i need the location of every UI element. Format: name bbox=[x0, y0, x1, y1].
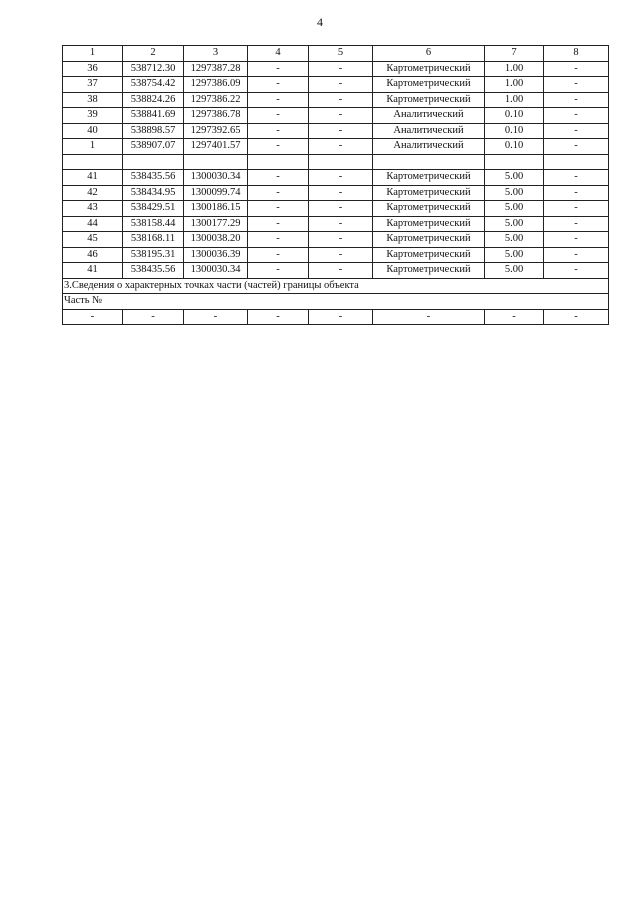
table-cell-col-7: 5.00 bbox=[485, 201, 544, 217]
table-cell-col-1: 42 bbox=[63, 185, 123, 201]
table-cell-col-3: 1300186.15 bbox=[184, 201, 248, 217]
table-cell-col-6: Картометрический bbox=[373, 232, 485, 248]
table-cell-col-1: 40 bbox=[63, 123, 123, 139]
table-row bbox=[63, 108, 609, 124]
table-row bbox=[63, 216, 609, 232]
table-cell-col-5: - bbox=[309, 185, 373, 201]
table-cell-col-4: - bbox=[248, 92, 309, 108]
table-cell-col-5: - bbox=[309, 309, 373, 325]
table-cell-col-1: 45 bbox=[63, 232, 123, 248]
table-row-last bbox=[63, 309, 609, 325]
table-cell-col-4: - bbox=[248, 108, 309, 124]
table-row bbox=[63, 61, 609, 77]
table-row bbox=[63, 139, 609, 155]
table-cell-col-3: 1297401.57 bbox=[184, 139, 248, 155]
table-cell-col-4: - bbox=[248, 170, 309, 186]
table-cell-col-5: - bbox=[309, 139, 373, 155]
table-cell-col-4: 4 bbox=[248, 46, 309, 62]
table-cell-col-7: 0.10 bbox=[485, 123, 544, 139]
table-cell-col-6: Картометрический bbox=[373, 92, 485, 108]
table-cell-col-7: 1.00 bbox=[485, 61, 544, 77]
table-cell-col-5: - bbox=[309, 232, 373, 248]
table-cell-col-3: 1300030.34 bbox=[184, 263, 248, 279]
table-cell-col-3: 1297387.28 bbox=[184, 61, 248, 77]
table-cell-col-2: 538168.11 bbox=[123, 232, 184, 248]
table-cell-col-7 bbox=[485, 154, 544, 170]
table-cell-col-4: - bbox=[248, 232, 309, 248]
table-cell-col-8: 8 bbox=[544, 46, 609, 62]
table-cell-col-4: - bbox=[248, 77, 309, 93]
table-cell-col-5: - bbox=[309, 123, 373, 139]
table-cell-col-7: 5.00 bbox=[485, 247, 544, 263]
table-cell-col-1: 44 bbox=[63, 216, 123, 232]
table-body bbox=[63, 46, 609, 325]
table-cell-col-3: 1297386.09 bbox=[184, 77, 248, 93]
table-cell-col-4: - bbox=[248, 309, 309, 325]
table-cell-col-8: - bbox=[544, 123, 609, 139]
table-cell-col-3: 1300099.74 bbox=[184, 185, 248, 201]
table-cell-col-7: 5.00 bbox=[485, 232, 544, 248]
table-cell-col-7: 0.10 bbox=[485, 139, 544, 155]
table-cell-col-3: 1300038.20 bbox=[184, 232, 248, 248]
table-cell-col-1: 37 bbox=[63, 77, 123, 93]
table-cell-col-3: 1297386.78 bbox=[184, 108, 248, 124]
table-cell-col-2: 538907.07 bbox=[123, 139, 184, 155]
table-cell-col-2: 538435.56 bbox=[123, 263, 184, 279]
table-cell-col-5: - bbox=[309, 201, 373, 217]
part-label-row-text: Часть № bbox=[63, 294, 609, 310]
table-cell-col-3 bbox=[184, 154, 248, 170]
table-row bbox=[63, 123, 609, 139]
table-cell-col-6: Картометрический bbox=[373, 247, 485, 263]
table-cell-col-3: 1300036.39 bbox=[184, 247, 248, 263]
table-cell-col-1 bbox=[63, 154, 123, 170]
table-cell-col-7: - bbox=[485, 309, 544, 325]
characteristic-points-table bbox=[62, 45, 609, 325]
table-cell-col-5: - bbox=[309, 61, 373, 77]
table-cell-col-1: 41 bbox=[63, 263, 123, 279]
table-cell-col-8: - bbox=[544, 170, 609, 186]
table-cell-col-3: - bbox=[184, 309, 248, 325]
table-cell-col-7: 7 bbox=[485, 46, 544, 62]
table-cell-col-7: 1.00 bbox=[485, 92, 544, 108]
table-cell-col-7: 5.00 bbox=[485, 185, 544, 201]
table-row bbox=[63, 201, 609, 217]
table-cell-col-3: 1300030.34 bbox=[184, 170, 248, 186]
part-label-row bbox=[63, 294, 609, 310]
table-cell-col-7: 5.00 bbox=[485, 216, 544, 232]
table-cell-col-8: - bbox=[544, 108, 609, 124]
table-cell-col-4: - bbox=[248, 185, 309, 201]
table-cell-col-8: - bbox=[544, 139, 609, 155]
table-cell-col-2: 538429.51 bbox=[123, 201, 184, 217]
table-cell-col-8: - bbox=[544, 201, 609, 217]
table-cell-col-1: 36 bbox=[63, 61, 123, 77]
table-cell-col-4: - bbox=[248, 216, 309, 232]
table-cell-col-7: 5.00 bbox=[485, 263, 544, 279]
table-cell-col-2: 538898.57 bbox=[123, 123, 184, 139]
table-cell-col-1: 46 bbox=[63, 247, 123, 263]
table-cell-col-7: 0.10 bbox=[485, 108, 544, 124]
table-cell-col-1: 38 bbox=[63, 92, 123, 108]
page-number: 4 bbox=[317, 15, 323, 29]
table-cell-col-2: 538712.30 bbox=[123, 61, 184, 77]
table-cell-col-1: - bbox=[63, 309, 123, 325]
table-cell-col-5: - bbox=[309, 247, 373, 263]
table-cell-col-6: Картометрический bbox=[373, 170, 485, 186]
table-cell-col-1: 43 bbox=[63, 201, 123, 217]
table-cell-col-6: 6 bbox=[373, 46, 485, 62]
table-cell-col-8: - bbox=[544, 77, 609, 93]
table-cell-col-1: 1 bbox=[63, 46, 123, 62]
table-row bbox=[63, 170, 609, 186]
table-cell-col-8 bbox=[544, 154, 609, 170]
table-cell-col-3: 1300177.29 bbox=[184, 216, 248, 232]
table-cell-col-4: - bbox=[248, 123, 309, 139]
table-cell-col-2: - bbox=[123, 309, 184, 325]
table-cell-col-4: - bbox=[248, 201, 309, 217]
table-cell-col-7: 5.00 bbox=[485, 170, 544, 186]
table-cell-col-2: 538841.69 bbox=[123, 108, 184, 124]
table-cell-col-2: 538434.95 bbox=[123, 185, 184, 201]
table-cell-col-8: - bbox=[544, 263, 609, 279]
table-cell-col-5: - bbox=[309, 77, 373, 93]
table-cell-col-4: - bbox=[248, 263, 309, 279]
table-cell-col-6: Аналитический bbox=[373, 108, 485, 124]
table-cell-col-4: - bbox=[248, 61, 309, 77]
table-cell-col-8: - bbox=[544, 92, 609, 108]
table-cell-col-2: 538195.31 bbox=[123, 247, 184, 263]
table-cell-col-2: 2 bbox=[123, 46, 184, 62]
table-cell-col-5 bbox=[309, 154, 373, 170]
table-cell-col-6: Картометрический bbox=[373, 263, 485, 279]
table-cell-col-5: - bbox=[309, 170, 373, 186]
table-cell-col-6: Картометрический bbox=[373, 185, 485, 201]
table-cell-col-3: 1297386.22 bbox=[184, 92, 248, 108]
table-cell-col-8: - bbox=[544, 247, 609, 263]
table-empty-row bbox=[63, 154, 609, 170]
table-cell-col-5: - bbox=[309, 92, 373, 108]
section-title-row bbox=[63, 278, 609, 294]
table-cell-col-2: 538754.42 bbox=[123, 77, 184, 93]
table-cell-col-1: 41 bbox=[63, 170, 123, 186]
table-cell-col-5: - bbox=[309, 216, 373, 232]
table-cell-col-5: - bbox=[309, 108, 373, 124]
table-cell-col-6: - bbox=[373, 309, 485, 325]
table-cell-col-6: Аналитический bbox=[373, 123, 485, 139]
table-cell-col-3: 1297392.65 bbox=[184, 123, 248, 139]
table-cell-col-6: Картометрический bbox=[373, 201, 485, 217]
table-cell-col-8: - bbox=[544, 61, 609, 77]
table-cell-col-1: 39 bbox=[63, 108, 123, 124]
table-cell-col-8: - bbox=[544, 232, 609, 248]
table-cell-col-8: - bbox=[544, 185, 609, 201]
table-row bbox=[63, 263, 609, 279]
table-cell-col-6: Аналитический bbox=[373, 139, 485, 155]
table-header-row bbox=[63, 46, 609, 62]
table-cell-col-1: 1 bbox=[63, 139, 123, 155]
section-title-row-text: 3.Сведения о характерных точках части (частей) границы объекта bbox=[63, 278, 609, 294]
table-cell-col-4: - bbox=[248, 139, 309, 155]
table-cell-col-5: 5 bbox=[309, 46, 373, 62]
table-row bbox=[63, 185, 609, 201]
table-cell-col-4: - bbox=[248, 247, 309, 263]
table-cell-col-2: 538824.26 bbox=[123, 92, 184, 108]
table-cell-col-7: 1.00 bbox=[485, 77, 544, 93]
table-cell-col-6 bbox=[373, 154, 485, 170]
table-cell-col-8: - bbox=[544, 309, 609, 325]
table-row bbox=[63, 77, 609, 93]
table-row bbox=[63, 247, 609, 263]
table-cell-col-6: Картометрический bbox=[373, 61, 485, 77]
table-row bbox=[63, 232, 609, 248]
table-cell-col-6: Картометрический bbox=[373, 77, 485, 93]
table-row bbox=[63, 92, 609, 108]
table-cell-col-5: - bbox=[309, 263, 373, 279]
table-cell-col-3: 3 bbox=[184, 46, 248, 62]
table-cell-col-2 bbox=[123, 154, 184, 170]
table-cell-col-6: Картометрический bbox=[373, 216, 485, 232]
table-cell-col-8: - bbox=[544, 216, 609, 232]
table-cell-col-2: 538435.56 bbox=[123, 170, 184, 186]
table-cell-col-2: 538158.44 bbox=[123, 216, 184, 232]
table-cell-col-4 bbox=[248, 154, 309, 170]
